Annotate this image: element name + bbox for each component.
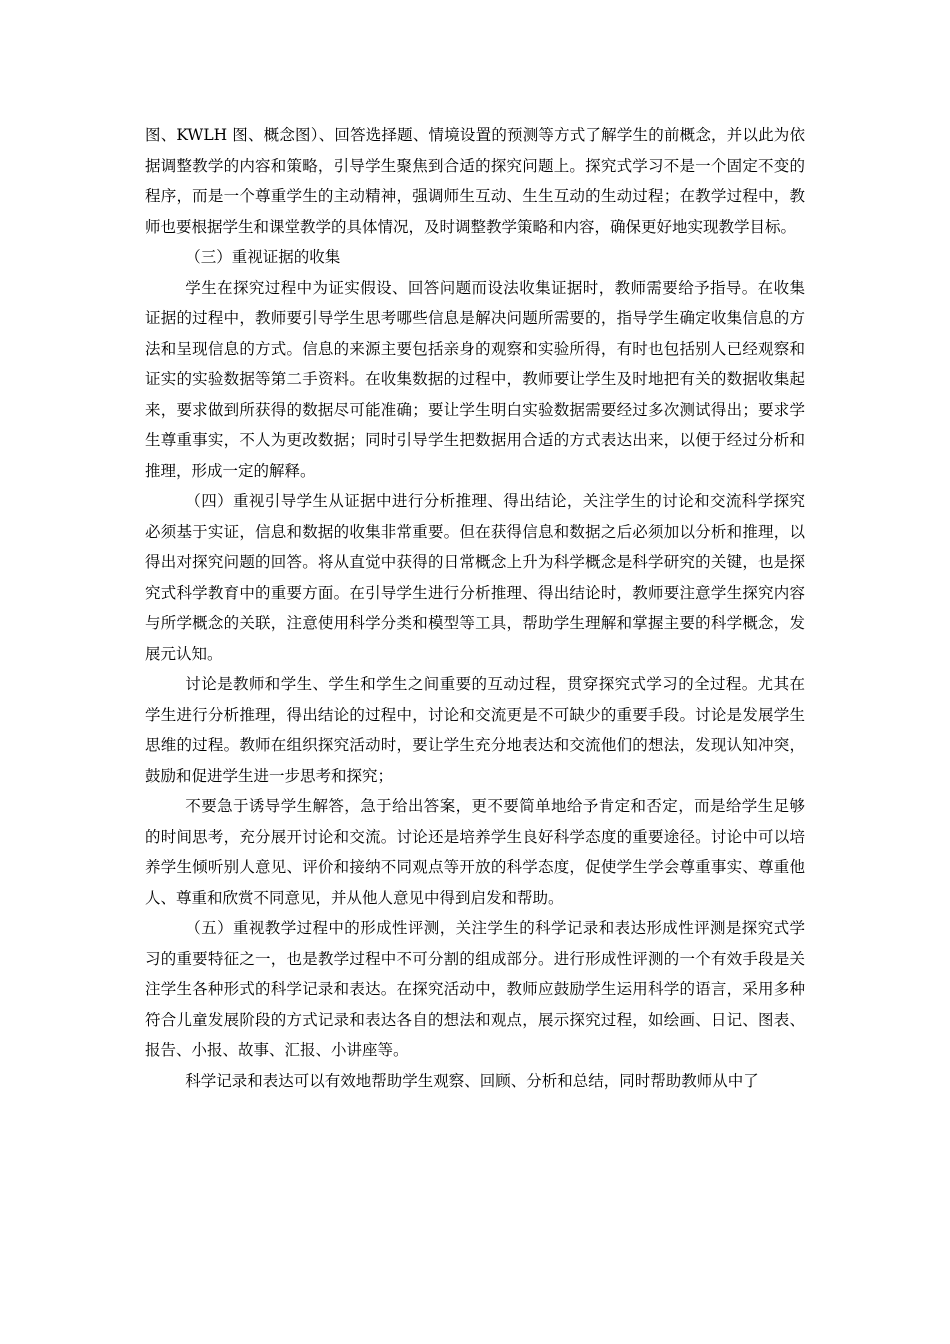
paragraph-scientific-recording: 科学记录和表达可以有效地帮助学生观察、回顾、分析和总结，同时帮助教师从中了 bbox=[185, 1071, 759, 1090]
paragraph-formative-assessment: （五）重视教学过程中的形成性评测，关注学生的科学记录和表达形成性评测是探究式学习的重要特征之一，也是教学过程中不可分割的组成部分。进行形成性评测的一个有效手段是关注学生各种形式的科学记录和表达。在探究活动中，教师应鼓励学生运用科学的语言，采用多种符合儿童发展阶段的方式记录和表达各自的想法和观点，展示探究过程，如绘画、日记、图表、报告、小报、故事、汇报、小讲座等。 bbox=[145, 919, 805, 1059]
paragraph-preconception-continued: 图、KWLH 图、概念图）、回答选择题、情境设置的预测等方式了解学生的前概念，并以此为依据调整教学的内容和策略，引导学生聚焦到合适的探究问题上。探究式学习不是一个固定不变的程序，而是一个尊重学生的主动精神，强调师生互动、生生互动的生动过程；在教学过程中，教师也要根据学生和课堂教学的具体情况，及时调整教学策略和内容，确保更好地实现教学目标。 bbox=[145, 126, 805, 236]
section-heading-evidence-collection: （三）重视证据的收集 bbox=[185, 248, 341, 266]
document-body bbox=[145, 120, 805, 1096]
paragraph-discussion-process: 讨论是教师和学生、学生和学生之间重要的互动过程，贯穿探究式学习的全过程。尤其在学生进行分析推理，得出结论的过程中，讨论和交流更是不可缺少的重要手段。讨论是发展学生思维的过程。教师在组织探究活动时，要让学生充分地表达和交流他们的想法，发现认知冲突，鼓励和促进学生进一步思考和探究； bbox=[145, 675, 805, 785]
paragraph-analysis-reasoning: （四）重视引导学生从证据中进行分析推理、得出结论，关注学生的讨论和交流科学探究必须基于实证，信息和数据的收集非常重要。但在获得信息和数据之后必须加以分析和推理，以得出对探究问题的回答。将从直觉中获得的日常概念上升为科学概念是科学研究的关键，也是探究式科学教育中的重要方面。在引导学生进行分析推理、得出结论时，教师要注意学生探究内容与所学概念的关联，注意使用科学分类和模型等工具，帮助学生理解和掌握主要的科学概念，发展元认知。 bbox=[145, 492, 805, 663]
paragraph-discussion-attitude: 不要急于诱导学生解答，急于给出答案，更不要简单地给予肯定和否定，而是给学生足够的时间思考，充分展开讨论和交流。讨论还是培养学生良好科学态度的重要途径。讨论中可以培养学生倾听别人意见、评价和接纳不同观点等开放的科学态度，促使学生学会尊重事实、尊重他人、尊重和欣赏不同意见，并从他人意见中得到启发和帮助。 bbox=[145, 797, 805, 907]
paragraph-evidence-collection: 学生在探究过程中为证实假设、回答问题而设法收集证据时，教师需要给予指导。在收集证据的过程中，教师要引导学生思考哪些信息是解决问题所需要的，指导学生确定收集信息的方法和呈现信息的方式。信息的来源主要包括亲身的观察和实验所得，有时也包括别人已经观察和证实的实验数据等第二手资料。在收集数据的过程中，教师要让学生及时地把有关的数据收集起来，要求做到所获得的数据尽可能准确；要让学生明白实验数据需要经过多次测试得出；要求学生尊重事实，不人为更改数据；同时引导学生把数据用合适的方式表达出来，以便于经过分析和推理，形成一定的解释。 bbox=[145, 278, 805, 480]
